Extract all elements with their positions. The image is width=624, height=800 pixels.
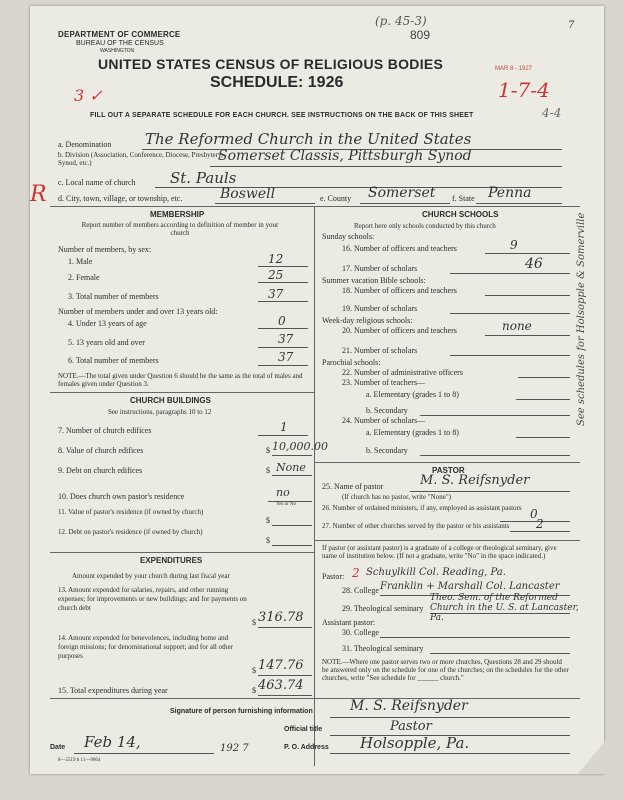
q17-value: 46: [525, 256, 543, 272]
q10-label: 10. Does church own pastor's residence: [58, 492, 185, 501]
q1-value: 12: [268, 252, 284, 266]
division-value: Somerset Classis, Pittsburgh Synod: [218, 148, 472, 164]
pastor-note: NOTE.—Where one pastor serves two or more churches, Questions 28 and 29 should be answered only on the schedule for one of the churches; on the schedules for the other churches, write "See schedule for ______ church.": [322, 658, 569, 682]
q15-label: 15. Total expenditures during year: [58, 686, 168, 695]
left-check-mark: 3 ✓: [74, 86, 103, 105]
q14-label: 14. Amount expended for benevolences, including home and foreign missions; for denominational support; and for all other purposes: [58, 634, 233, 660]
q21-label: 21. Number of scholars: [342, 346, 418, 355]
q2-value: 25: [268, 268, 284, 282]
graduate-note: If pastor (or assistant pastor) is a graduate of a college or theological seminary, give name of institution below. (If not a graduate, write "No" in the space indicated.): [322, 544, 557, 560]
age-head-label: Number of members under and over 13 years old:: [58, 307, 218, 316]
q24-label: 24. Number of scholars—: [342, 416, 426, 425]
q23-label: 23. Number of teachers—: [342, 378, 426, 387]
q19-label: 19. Number of scholars: [342, 304, 418, 313]
po-address-value: Holsopple, Pa.: [360, 734, 470, 752]
q4-label: 4. Under 13 years of age: [68, 319, 147, 328]
q16-value: 9: [510, 238, 518, 252]
q14-value: 147.76: [258, 658, 304, 673]
q31-label: 31. Theological seminary: [342, 644, 424, 653]
q7-value: 1: [280, 420, 288, 434]
county-label: e. County: [320, 194, 352, 203]
signature-value: M. S. Reifsnyder: [350, 698, 468, 714]
schools-heading: CHURCH SCHOOLS: [422, 210, 499, 219]
stamp-number: 809: [410, 28, 431, 42]
department-label: DEPARTMENT OF COMMERCE: [58, 30, 181, 39]
q16-label: 16. Number of officers and teachers: [342, 244, 457, 253]
q20-value: none: [502, 319, 532, 333]
q24b-label: b. Secondary: [366, 446, 408, 455]
po-address-label: P. O. Address: [284, 744, 329, 751]
stamp-date: MAR 8 - 1927: [495, 66, 533, 72]
city-value: Boswell: [220, 186, 276, 202]
code-top: 1-7-4: [498, 78, 550, 102]
by-sex-label: Number of members, by sex:: [58, 245, 152, 254]
date-value: Feb 14,: [84, 733, 141, 751]
parochial-label: Parochial schools:: [322, 358, 381, 367]
q6-value: 37: [278, 350, 294, 364]
vacation-label: Summer vacation Bible schools:: [322, 276, 426, 285]
date-year: 192 7: [220, 743, 249, 754]
q24a-label: a. Elementary (grades 1 to 8): [366, 428, 459, 437]
sunday-label: Sunday schools:: [322, 232, 375, 241]
q26-label: 26. Number of ordained ministers, if any, employed as assistant pastors: [322, 504, 522, 512]
pastor-mark: 2: [352, 566, 360, 580]
q23a-label: a. Elementary (grades 1 to 8): [366, 390, 459, 399]
q27-label: 27. Number of other churches served by the pastor or his assistants: [322, 522, 510, 530]
q15-value: 463.74: [258, 678, 304, 693]
q9-dollar: $: [266, 466, 270, 475]
pastor-label: Pastor:: [322, 572, 345, 581]
membership-heading: MEMBERSHIP: [150, 210, 205, 219]
q18-label: 18. Number of officers and teachers: [342, 286, 457, 295]
official-title-label: Official title: [284, 726, 323, 733]
q9-value: None: [276, 461, 306, 474]
expenditures-heading: EXPENDITURES: [140, 556, 203, 565]
local-name-label: c. Local name of church: [58, 178, 136, 187]
buildings-sub: See instructions, paragraphs 10 to 12: [108, 408, 212, 416]
pencil-note: (p. 45-3): [375, 14, 427, 28]
denomination-label: a. Denomination: [58, 140, 112, 149]
q28-label: 28. College: [342, 586, 379, 595]
code-bottom: 4-4: [542, 106, 562, 120]
q5-value: 37: [278, 332, 294, 346]
instruction-line: FILL OUT A SEPARATE SCHEDULE FOR EACH CHURCH. SEE INSTRUCTIONS ON THE BACK OF THIS SHEET: [90, 112, 474, 119]
q13-dollar: $: [252, 618, 256, 627]
county-value: Somerset: [368, 185, 436, 201]
q14-dollar: $: [252, 666, 256, 675]
buildings-heading: CHURCH BUILDINGS: [130, 396, 211, 405]
denomination-value: The Reformed Church in the United States: [145, 130, 472, 148]
q8-dollar: $: [266, 446, 270, 455]
q1-label: 1. Male: [68, 257, 93, 266]
yes-no-hint: Yes or No: [276, 502, 297, 507]
q11-dollar: $: [266, 516, 270, 525]
r-mark: R: [30, 182, 47, 207]
city-label-field: d. City, town, village, or township, etc.: [58, 194, 183, 203]
corner-mark: 7: [568, 20, 575, 31]
q25-note: (If church has no pastor, write "None"): [342, 493, 452, 501]
q17-label: 17. Number of scholars: [342, 264, 418, 273]
q28-value: Franklin + Marshall Col. Lancaster: [380, 581, 560, 592]
state-value: Penna: [488, 185, 532, 201]
q25-value: M. S. Reifsnyder: [420, 473, 530, 488]
bureau-label: BUREAU OF THE CENSUS: [76, 40, 164, 47]
q15-dollar: $: [252, 686, 256, 695]
margin-note: See schedules for Holsopple & Somerville: [576, 212, 587, 426]
q4-value: 0: [278, 314, 286, 328]
q30-label: 30. College: [342, 628, 379, 637]
q12-label: 12. Debt on pastor's residence (if owned by church): [58, 528, 203, 536]
form-code: 8—5519 b 11—9064: [58, 758, 101, 763]
q29-value: Theo. Sem. of the Reformed Church in the U. S. at Lancaster, Pa.: [430, 593, 579, 623]
q13-label: 13. Amount expended for salaries, repairs, and other running expenses; for improvements or new buildings; and for payments on church debt: [58, 586, 247, 612]
q29-label: 29. Theological seminary: [342, 604, 424, 613]
q8-label: 8. Value of church edifices: [58, 446, 144, 455]
membership-intro: Report number of members according to definition of member in your church: [81, 221, 279, 237]
membership-note: NOTE.—The total given under Question 6 should be the same as the total of males and females given under Question 3.: [58, 372, 303, 388]
q27-value: 2: [536, 517, 544, 531]
q3-label: 3. Total number of members: [68, 292, 159, 301]
q22-label: 22. Number of administrative officers: [342, 368, 463, 377]
form-title: UNITED STATES CENSUS OF RELIGIOUS BODIES: [98, 56, 444, 72]
q7-label: 7. Number of church edifices: [58, 426, 152, 435]
q11-label: 11. Value of pastor's residence (if owned by church): [58, 508, 204, 516]
weekday-label: Week-day religious schools:: [322, 316, 413, 325]
q13-value: 316.78: [258, 610, 304, 625]
q8-value: 10,000.00: [272, 440, 328, 453]
q25-label: 25. Name of pastor: [322, 482, 384, 491]
schedule-title: SCHEDULE: 1926: [210, 74, 344, 91]
q20-label: 20. Number of officers and teachers: [342, 326, 457, 335]
q3-value: 37: [268, 287, 284, 301]
q23b-label: b. Secondary: [366, 406, 408, 415]
signature-label: Signature of person furnishing information: [170, 708, 313, 715]
schools-sub: Report here only schools conducted by this church: [354, 222, 496, 230]
state-label: f. State: [452, 194, 475, 203]
q12-dollar: $: [266, 536, 270, 545]
assistant-label: Assistant pastor:: [322, 618, 376, 627]
date-label: Date: [50, 744, 66, 751]
expenditures-sub: Amount expended by your church during last fiscal year: [72, 572, 230, 580]
local-name-value: St. Pauls: [170, 169, 237, 187]
q5-label: 5. 13 years old and over: [68, 338, 145, 347]
census-schedule-sheet: [30, 6, 604, 774]
q10-value: no: [276, 486, 290, 499]
official-title-value: Pastor: [390, 719, 432, 734]
division-label: b. Division (Association, Conference, Diocese, Presbytery, Synod, etc.): [58, 151, 223, 167]
q2-label: 2. Female: [68, 273, 100, 282]
q6-label: 6. Total number of members: [68, 356, 159, 365]
pastor-school: Schuylkill Col. Reading, Pa.: [366, 567, 506, 578]
pastor-heading: PASTOR: [432, 466, 465, 475]
q26-value: 0: [530, 507, 538, 521]
city-label: WASHINGTON: [100, 48, 135, 54]
q9-label: 9. Debt on church edifices: [58, 466, 143, 475]
